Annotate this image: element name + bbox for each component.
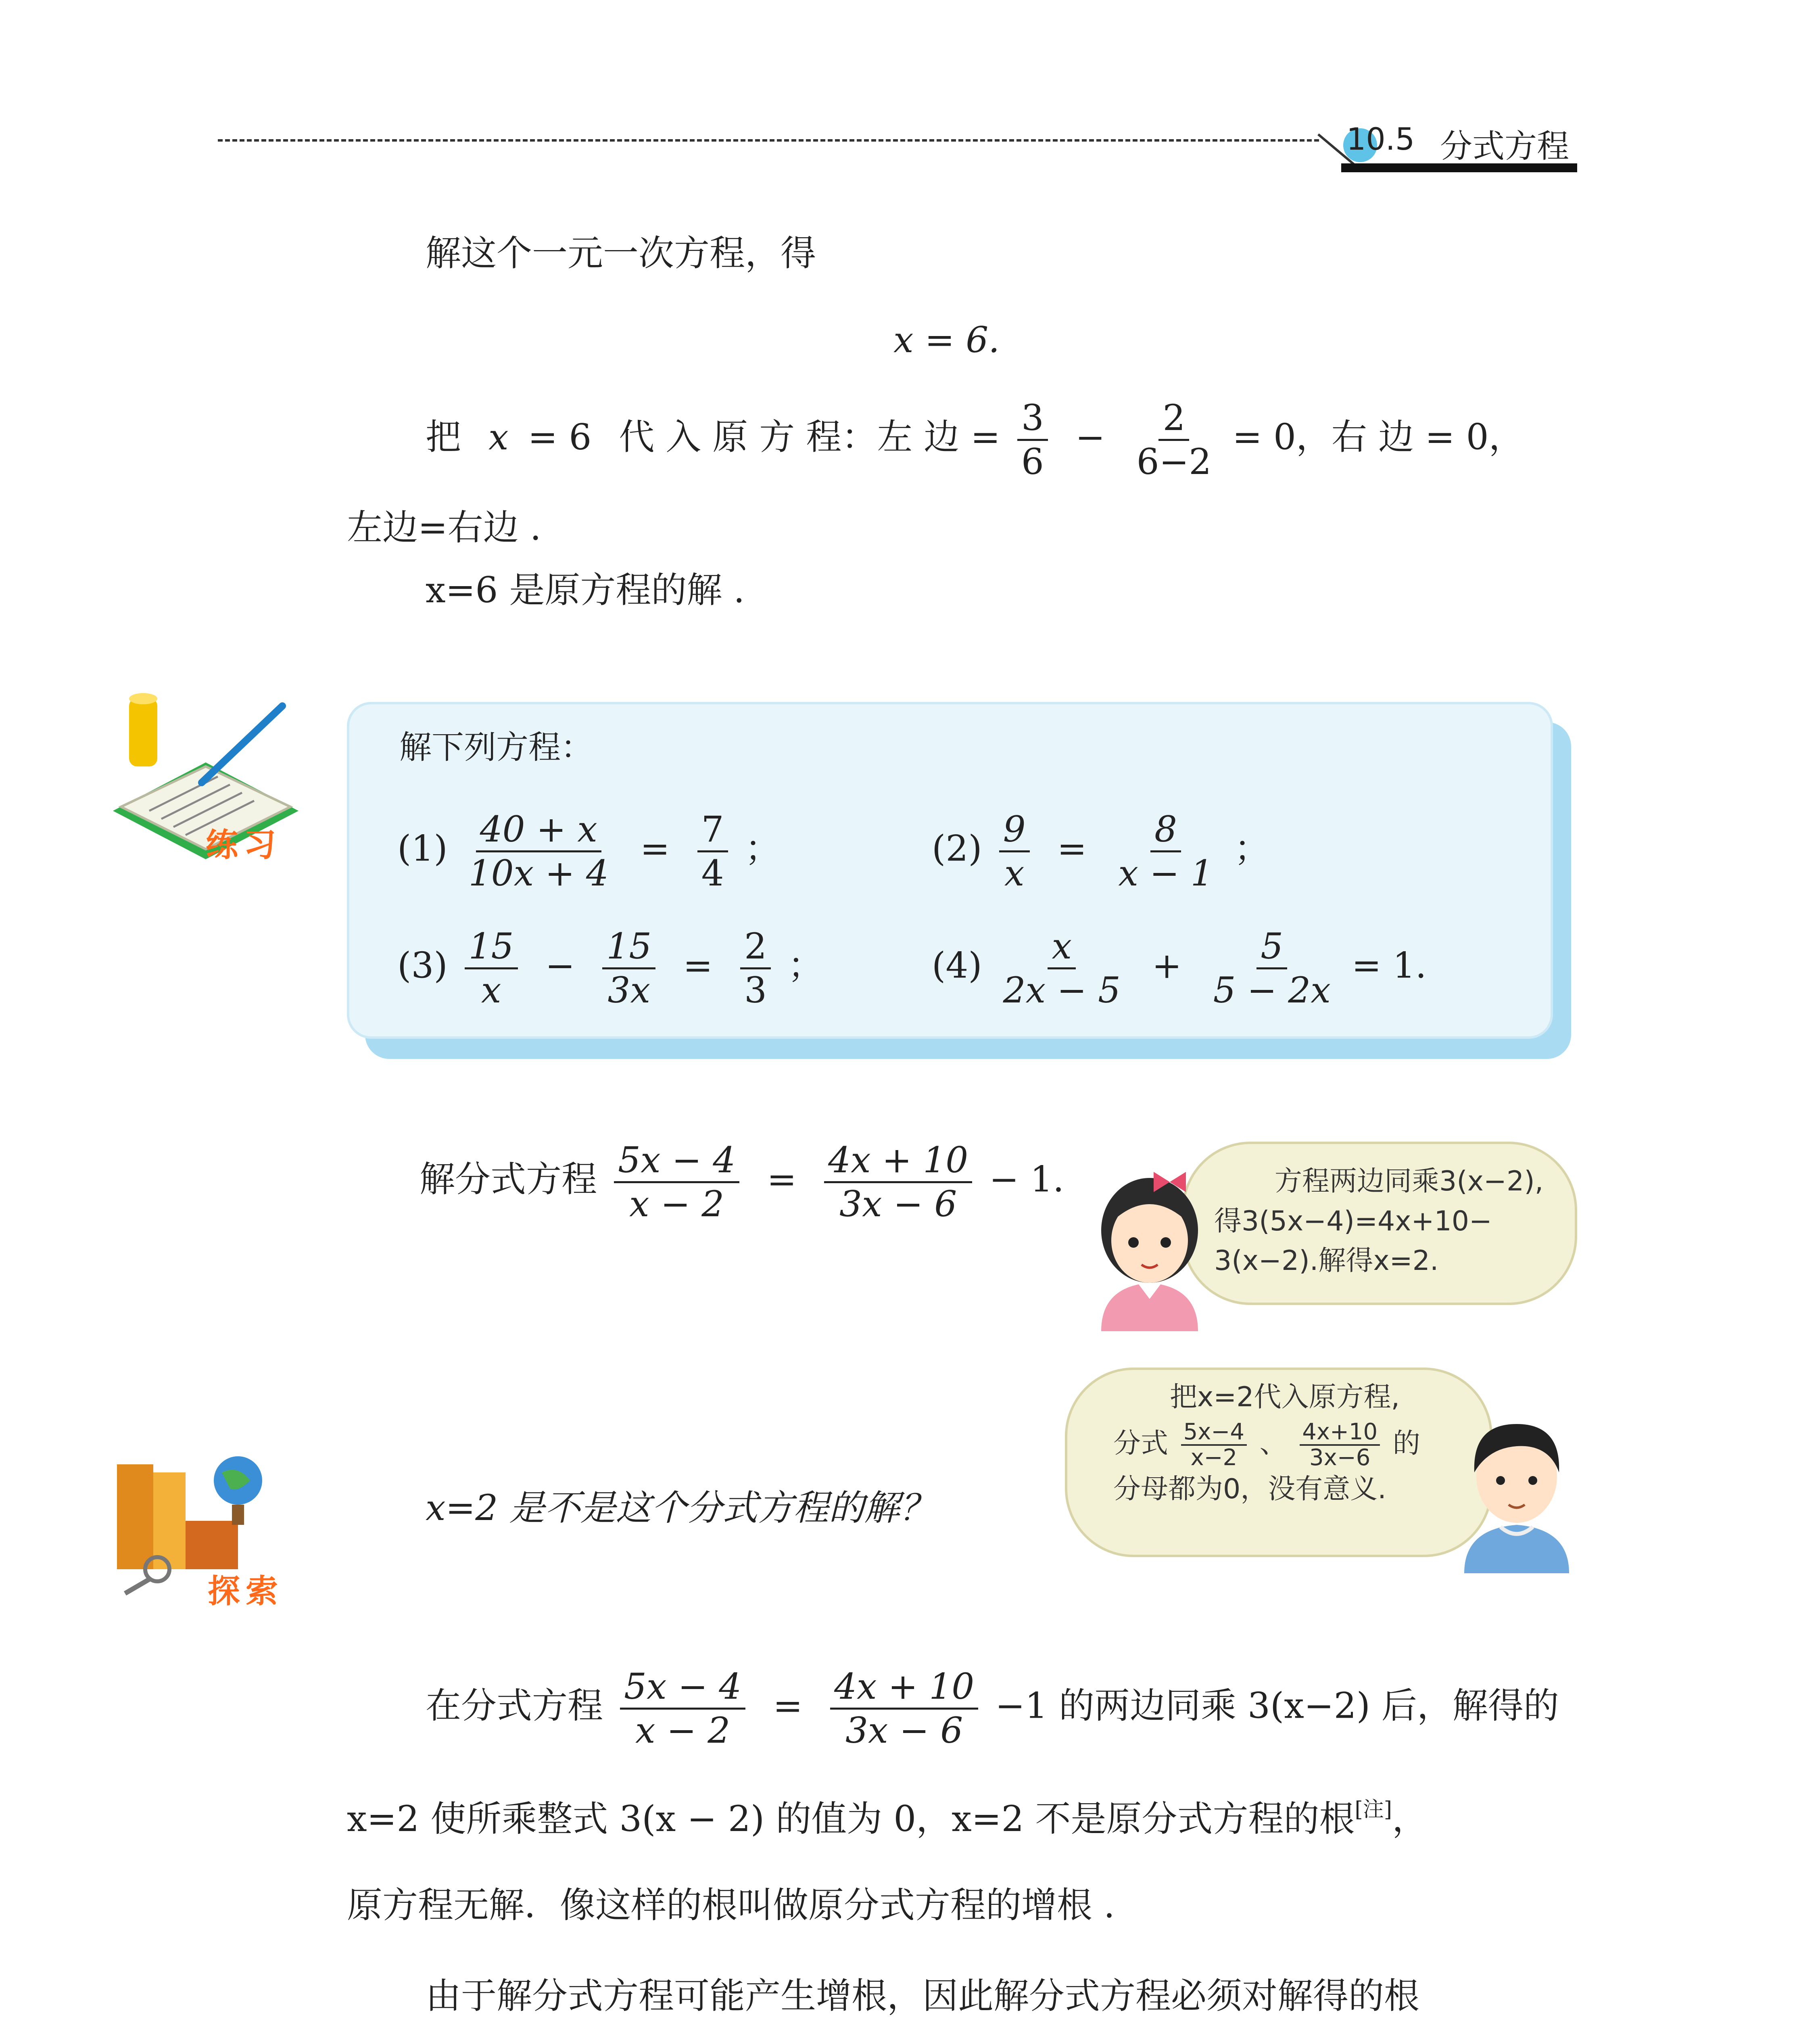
boy-fraction-2: $\frac{4x+10}{3x-6}$ [1300,1421,1380,1469]
exercise-fraction: $\frac{8}{x - 1}$ [1118,808,1213,894]
exercise-label: (1) [397,827,448,869]
girl-bubble-line-1: 方程两边同乘3(x−2), [1275,1165,1544,1197]
exercise-end: = 1. [1351,944,1427,986]
girl-bubble-line-2: 得3(5x−4)=4x+10− [1214,1205,1492,1237]
exercise-item-4 [932,925,1427,1011]
para1-fraction-1: $\frac{5x - 4}{x - 2}$ [620,1668,745,1750]
header-dashed-rule [218,139,1319,142]
girl-bubble-text [1214,1162,1543,1281]
exercise-end: ； [1234,827,1270,869]
exercise-fraction: $\frac{15}{x}$ [465,928,518,1009]
exercise-operator: = [640,827,670,869]
section-title: 分式方程 [1440,127,1569,165]
para1-prefix: 在分式方程 [426,1685,603,1727]
exercise-title: 解下列方程： [399,729,593,766]
paragraph-2 [347,1797,1428,1840]
boy-avatar [1452,1408,1581,1577]
boy-fraction-1: $\frac{5x-4}{x-2}$ [1181,1421,1247,1469]
girl-avatar [1085,1154,1214,1339]
is-solution: x=6 是原方程的解 . [426,569,745,611]
example-equals: = [767,1158,797,1200]
exercise-operator: = [1057,827,1087,869]
exercise-end: ； [745,827,781,869]
exercise-fraction: $\frac{7}{4}$ [697,811,728,892]
explore-question-text: x=2 是不是这个分式方程的解？ [426,1487,935,1528]
check-fraction-1: $\frac{3}{6}$ [1017,399,1048,481]
paragraph-4-line-1: 由于解分式方程可能产生增根，因此解分式方程必须对解得的根 [426,1975,1420,2017]
exercise-operator: = [683,944,713,986]
exercise-fraction: $\frac{40 + x}{10x + 4}$ [468,808,609,894]
solve-line: 解这个一元一次方程，得 [426,232,816,274]
exercise-fraction: $\frac{5}{5 - 2x}$ [1213,925,1331,1011]
exercise-fraction: $\frac{2}{3}$ [740,928,771,1009]
paragraph-3: 原方程无解．像这样的根叫做原分式方程的增根 . [347,1884,1115,1926]
para1-fraction-2: $\frac{4x + 10}{3x - 6}$ [830,1668,978,1750]
paragraph-1 [426,1668,1559,1750]
practice-badge: 练习 [206,826,282,864]
check-var: x [488,416,509,458]
boy-bubble-line-1: 把x=2代入原方程, [1170,1381,1400,1413]
explore-badge: 探索 [208,1572,284,1610]
exercise-item-2 [932,808,1270,894]
boy-bubble-suffix: 的 [1392,1427,1420,1460]
boy-bubble-text [1113,1378,1420,1509]
check-fraction-2: $\frac{2}{6-2}$ [1136,397,1212,483]
para1-tail: −1 的两边同乘 3(x−2) 后，解得的 [995,1685,1559,1727]
girl-bubble-line-3: 3(x−2).解得x=2. [1214,1245,1439,1277]
exercise-label: (2) [932,827,982,869]
exercise-fraction: $\frac{x}{2x - 5}$ [1003,925,1121,1011]
para2-text: x=2 使所乘整式 3(x − 2) 的值为 0，x=2 不是原分式方程的根 [347,1798,1355,1840]
exercise-item-3 [397,925,824,1011]
solve-result: x = 6. [893,319,1000,361]
boy-bubble-line-3: 分母都为0，没有意义. [1113,1473,1386,1505]
check-value: = 6 [528,416,592,458]
exercise-fraction: $\frac{9}{x}$ [999,811,1030,892]
boy-bubble-prefix: 分式 [1113,1427,1169,1460]
example-tail: − 1. [989,1158,1064,1200]
para1-equals: = [773,1685,803,1727]
example-fraction-2: $\frac{4x + 10}{3x - 6}$ [824,1142,972,1223]
check-minus: − [1075,416,1105,458]
exercise-item-1 [397,808,781,894]
exercise-label: (3) [397,944,448,986]
boy-bubble-line-2 [1113,1418,1420,1470]
exercise-end: ； [788,944,824,986]
check-prefix: 把 [426,416,461,458]
check-text: 代 入 原 方 程：左 边 = [619,416,1000,458]
explore-question [426,1487,935,1529]
check-tail: = 0，右 边 = 0， [1232,416,1524,458]
boy-bubble-separator: 、 [1259,1427,1287,1460]
check-line [426,399,1524,481]
left-equals-right: 左边=右边 . [347,507,541,548]
exercise-operator: + [1152,944,1182,986]
exercise-operator: − [545,944,575,986]
example-equation [420,1139,1064,1225]
example-fraction-1: $\frac{5x - 4}{x - 2}$ [614,1142,739,1223]
section-number: 10.5 [1346,121,1415,157]
exercise-label: (4) [932,944,982,986]
example-prefix: 解分式方程 [420,1158,597,1200]
para2-end: ， [1392,1798,1428,1840]
footnote-marker: [注] [1355,1798,1392,1822]
exercise-fraction: $\frac{15}{3x}$ [602,928,655,1009]
